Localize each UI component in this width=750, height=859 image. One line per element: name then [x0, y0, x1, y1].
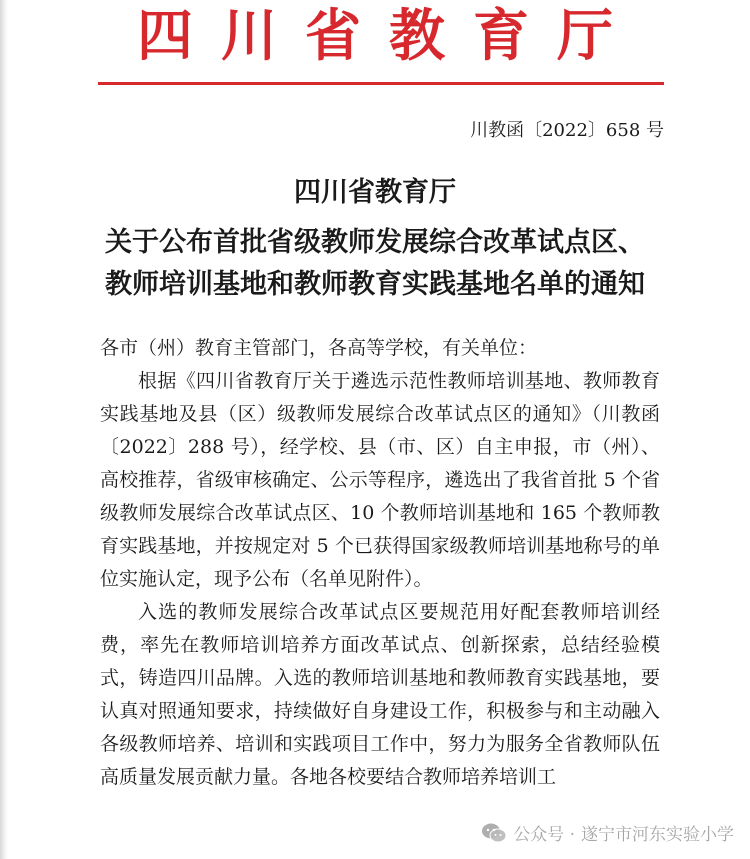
- paragraph-2: 入选的教师发展综合改革试点区要规范用好配套教师培训经费，率先在教师培训培养方面改革试点、创新探索，总结经验模式，铸造四川品牌。入选的教师培训基地和教师教育实践基地，要认真对照通知要求，持续做好自身建设工作，积极参与和主动融入各级教师培养、培训和实践项目工作中，努力为服务全省教师队伍高质量发展贡献力量。各地各校要结合教师培养培训工: [100, 601, 660, 788]
- watermark-account: 遂宁市河东实验小学: [581, 825, 734, 845]
- document-title-line-1: 四川省教育厅: [294, 177, 456, 208]
- salutation: 各市（州）教育主管部门，各高等学校，有关单位：: [100, 337, 538, 359]
- document-title-line-3: 教师培训基地和教师教育实践基地名单的通知: [105, 269, 645, 300]
- letterhead-red-rule: [98, 82, 664, 85]
- wechat-icon: [481, 822, 507, 844]
- paragraph-1: 根据《四川省教育厅关于遴选示范性教师培训基地、教师教育实践基地及县（区）级教师发展综合改革试点区的通知》（川教函〔2022〕288 号），经学校、县（市、区）自主申报，市（州）、高校推荐，省级审核确定、公示等程序，遴选出了我省首批 5 个省级教师发展综合改革试点区、10 个教师培训基地和 165 个教师教育实践基地，并按规定对 5 个已获得国家级教师培训基地称号的单位实施认定，现予公布（名单见附件）。: [100, 370, 660, 590]
- wechat-watermark: [481, 820, 734, 845]
- document-body: [100, 332, 660, 794]
- document-number: 川教函〔2022〕658 号: [470, 120, 664, 141]
- watermark-prefix: 公众号 ·: [513, 825, 575, 845]
- letterhead-title: 四川省教育厅: [137, 4, 641, 69]
- page-edge-shadow: [0, 0, 8, 859]
- document-title-line-2: 关于公布首批省级教师发展综合改革试点区、: [105, 227, 645, 258]
